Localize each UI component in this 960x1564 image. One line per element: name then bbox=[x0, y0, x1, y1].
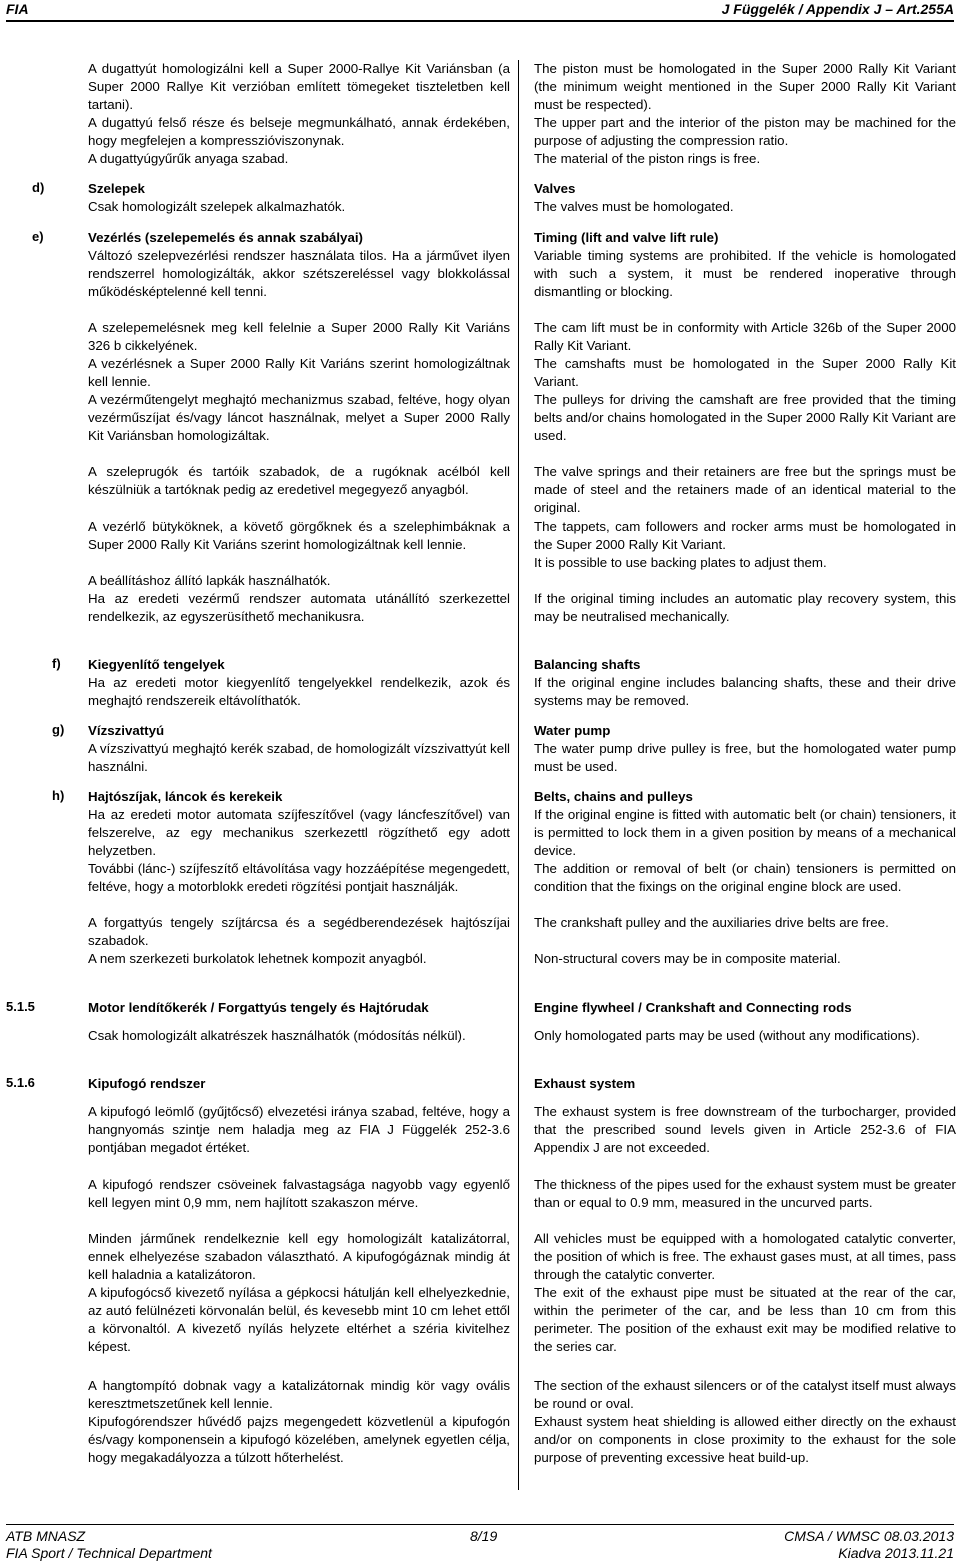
en-exhaust-4: The exit of the exhaust pipe must be situated at the rear of the car, within the perimeter of the car, and be less than 10 cm from this perimeter. The position of the exhaust exit may be modified relative to the series car. bbox=[534, 1285, 956, 1355]
en-belts-1: If the original engine is fitted with automatic belt (or chain) tensioners, it is permitted to lock them in a given position by means of a mechanical device. bbox=[534, 807, 956, 859]
en-flywheel-title: Engine flywheel / Crankshaft and Connecting rods bbox=[534, 1000, 852, 1015]
label-g: g) bbox=[52, 722, 65, 737]
en-water-title: Water pump bbox=[534, 723, 611, 738]
en-piston-1: The piston must be homologated in the Super 2000 Rally Kit Variant (the minimum weight mentioned in the Super 2000 Rally Kit Variant must be respected). bbox=[534, 61, 956, 113]
hu-exhaust-1: A kipufogó leömlő (gyűjtőcső) elvezetési iránya szabad, feltéve, hogy a hangnyomás szintje nem haladja meg az FIA J Függelék 252-3.6 pontjában megadot értéket. bbox=[88, 1104, 510, 1156]
hu-valves-1: Csak homologizált szelepek alkalmazhatók. bbox=[88, 199, 346, 214]
en-springs-1: The valve springs and their retainers are free but the springs must be made of steel and the retainers made of an identical material to the original. bbox=[534, 464, 956, 516]
hu-belts-title: Hajtószíjak, láncok és kerekeik bbox=[88, 789, 283, 804]
en-timing-2: The cam lift must be in conformity with Article 326b of the Super 2000 Rally Kit Variant. bbox=[534, 320, 956, 354]
page-footer bbox=[6, 1524, 954, 1564]
en-balance-title: Balancing shafts bbox=[534, 657, 641, 672]
hu-flywheel-title: Motor lendítőkerék / Forgattyús tengely és Hajtórudak bbox=[88, 1000, 429, 1015]
hu-springs-4: Ha az eredeti vezérmű rendszer automata utánállító szerkezettel rendelkezik, az egyszerüsíthető mechanikusra. bbox=[88, 591, 510, 625]
label-d: d) bbox=[32, 180, 45, 195]
hu-timing-1: Változó szelepvezérlési rendszer használata tilos. Ha a járművet ilyen rendszerrel homologizálták, akkor szétszereléssel vagy blokkolással működésképtelenné kell tenni. bbox=[88, 248, 510, 300]
hu-belts-2: További (lánc-) szíjfeszítő eltávolítása vagy hozzáépítése megengedett, feltéve, hogy a motorblokk eredeti rögzítési pontjait használják. bbox=[88, 861, 510, 895]
en-springs-4: If the original timing includes an automatic play recovery system, this may be neutralised mechanically. bbox=[534, 591, 956, 625]
hu-balance-1: Ha az eredeti motor kiegyenlítő tengelyekkel rendelkezik, azok és meghajtó rendszereik eltávolíthatók. bbox=[88, 675, 510, 709]
label-h: h) bbox=[52, 788, 65, 803]
hu-springs-1: A szeleprugók és tartóik szabadok, de a rugóknak acélból kell készülniük a tartóknak pedig az eredetivel megegyező anyagból. bbox=[88, 464, 510, 498]
header-right: J Függelék / Appendix J – Art.255A bbox=[721, 1, 954, 17]
en-valves-1: The valves must be homologated. bbox=[534, 199, 734, 214]
hu-timing-3: A vezérlésnek a Super 2000 Rally Kit Variáns szerint homologizáltnak kell lennie. bbox=[88, 356, 510, 390]
hu-water-1: A vízszivattyú meghajtó kerék szabad, de homologizált vízszivattyút kell használni. bbox=[88, 741, 511, 775]
footer-left-1: ATB MNASZ bbox=[6, 1528, 86, 1544]
en-timing-title: Timing (lift and valve lift rule) bbox=[534, 230, 719, 245]
hu-water-title: Vízszivattyú bbox=[88, 723, 165, 738]
hu-exhaust-4: A kipufogócső kivezető nyílása a gépkocsi hátulján kell elhelyezkednie, az autó felülnézeti körvonalán belül, és kevesebb mint 10 cm lehet ettől a körvonaltól. A kivezető nyílás helyzete eltérhet a széria kivitelhez képest. bbox=[88, 1285, 510, 1355]
footer-right-1: CMSA / WMSC 08.03.2013 bbox=[784, 1528, 954, 1544]
en-belts-3: The crankshaft pulley and the auxiliaries drive belts are free. bbox=[534, 915, 889, 930]
en-timing-4: The pulleys for driving the camshaft are free provided that the timing belts and/or chains homologated in the Super 2000 Rally Kit Variant are used. bbox=[534, 392, 956, 444]
en-balance-1: If the original engine includes balancing shafts, these and their drive systems may be removed. bbox=[534, 675, 956, 709]
en-exhaust-6: Exhaust system heat shielding is allowed either directly on the exhaust and/or on components in close proximity to the exhaust for the sole purpose of preventing excessive heat build-up. bbox=[534, 1414, 956, 1466]
en-water-1: The water pump drive pulley is free, but the homologated water pump must be used. bbox=[534, 741, 956, 775]
hu-flywheel-1: Csak homologizált alkatrészek használhatók (módosítás nélkül). bbox=[88, 1028, 466, 1043]
hu-piston-3: A dugattyúgyűrűk anyaga szabad. bbox=[88, 151, 289, 166]
hu-belts-3: A forgattyús tengely szíjtárcsa és a segédberendezések hajtószíjai szabadok. bbox=[88, 915, 510, 949]
en-timing-3: The camshafts must be homologated in the Super 2000 Rally Kit Variant. bbox=[534, 356, 956, 390]
hu-exhaust-5: A hangtompító dobnak vagy a katalizátornak mindig kör vagy ovális keresztmetszetűnek kell lennie. bbox=[88, 1378, 510, 1412]
footer-right-2: Kiadva 2013.11.21 bbox=[838, 1545, 954, 1561]
header-rule bbox=[6, 20, 954, 22]
en-exhaust-2: The thickness of the pipes used for the exhaust system must be greater than or equal to 0.9 mm, measured in the uncurved parts. bbox=[534, 1177, 956, 1211]
page-header bbox=[6, 0, 954, 22]
hu-springs-3: A beállításhoz állító lapkák használhatók. bbox=[88, 573, 331, 588]
en-belts-2: The addition or removal of belt (or chain) tensioners is permitted on condition that the fixings on the original engine block are used. bbox=[534, 861, 956, 895]
column-divider bbox=[518, 60, 519, 1490]
en-exhaust-3: All vehicles must be equipped with a homologated catalytic converter, the position of which is free. The exhaust gases must, at all times, pass through the catalytic converter. bbox=[534, 1231, 956, 1283]
hu-exhaust-title: Kipufogó rendszer bbox=[88, 1076, 206, 1091]
page-number: 8/19 bbox=[470, 1528, 498, 1544]
en-flywheel-1: Only homologated parts may be used (without any modifications). bbox=[534, 1028, 920, 1043]
hu-belts-4: A nem szerkezeti burkolatok lehetnek kompozit anyagból. bbox=[88, 951, 427, 966]
hu-piston-2: A dugattyú felső része és belseje megmunkálható, annak érdekében, hogy megfelejen a kompresszióviszonynak. bbox=[88, 115, 510, 149]
label-5-1-5: 5.1.5 bbox=[6, 999, 35, 1014]
hu-piston-1: A dugattyút homologizálni kell a Super 2000-Rallye Kit Variánsban (a Super 2000 Rallye Kit verzióban említett tömegeket tiszteletben kell tartani). bbox=[88, 61, 510, 113]
en-belts-4: Non-structural covers may be in composite material. bbox=[534, 951, 841, 966]
en-timing-1: Variable timing systems are prohibited. If the vehicle is homologated with such a system, it must be rendered inoperative through dismantling or blocking. bbox=[534, 248, 956, 300]
hu-exhaust-6: Kipufogórendszer hűvédő pajzs megengedett közvetlenül a kipufogón és/vagy komponensein a kipufogó közelében, amelynek egyetlen célja, hogy megakadályozza a túlzott hőterhelést. bbox=[88, 1414, 510, 1466]
hu-valves-title: Szelepek bbox=[88, 181, 145, 196]
hu-exhaust-2: A kipufogó rendszer csöveinek falvastagsága nagyobb vagy egyenlő kell legyen mint 0,9 mm, nem hajlított szakaszon mérve. bbox=[88, 1177, 510, 1211]
en-belts-title: Belts, chains and pulleys bbox=[534, 789, 693, 804]
en-springs-3: It is possible to use backing plates to adjust them. bbox=[534, 555, 827, 570]
label-e: e) bbox=[32, 229, 44, 244]
footer-left-2: FIA Sport / Technical Department bbox=[6, 1545, 212, 1561]
footer-rule bbox=[6, 1524, 954, 1525]
header-left: FIA bbox=[6, 1, 29, 17]
en-springs-2: The tappets, cam followers and rocker arms must be homologated in the Super 2000 Rally Kit Variant. bbox=[534, 519, 956, 553]
en-piston-2: The upper part and the interior of the piston may be machined for the purpose of adjusting the compression ratio. bbox=[534, 115, 956, 149]
en-exhaust-1: The exhaust system is free downstream of the turbocharger, provided that the prescribed sound levels given in Article 252-3.6 of FIA Appendix J are not exceeded. bbox=[534, 1104, 956, 1156]
hu-exhaust-3: Minden járműnek rendelkeznie kell egy homologizált katalizátorral, ennek elhelyezése szabadon választható. A kipufogógáznak mindig át kell haladnia a katalizátoron. bbox=[88, 1231, 510, 1283]
hu-springs-2: A vezérlő bütyköknek, a követő görgőknek és a szelephimbáknak a Super 2000 Rally Kit Variáns szerint homologizáltnak kell lennie. bbox=[88, 519, 510, 553]
hu-belts-1: Ha az eredeti motor automata szíjfeszítővel (vagy láncfeszítővel) van felszerelve, az egy mechanikus szerkezettl rögzíthető egy adott helyzetben. bbox=[88, 807, 510, 859]
label-f: f) bbox=[52, 656, 61, 671]
hu-timing-title: Vezérlés (szelepemelés és annak szabályai) bbox=[88, 230, 363, 245]
en-exhaust-5: The section of the exhaust silencers or of the catalyst itself must always be round or oval. bbox=[534, 1378, 956, 1412]
en-exhaust-title: Exhaust system bbox=[534, 1076, 636, 1091]
en-piston-3: The material of the piston rings is free. bbox=[534, 151, 761, 166]
hu-timing-2: A szelepemelésnek meg kell felelnie a Super 2000 Rally Kit Variáns 326 b cikkelyének. bbox=[88, 320, 510, 354]
hu-timing-4: A vezérműtengelyt meghajtó mechanizmus szabad, feltéve, hogy olyan vezérműszíjat és/vagy láncot használnak, melyet a Super 2000 Rally Kit Variánsban homologizáltak. bbox=[88, 392, 510, 444]
en-valves-title: Valves bbox=[534, 181, 576, 196]
label-5-1-6: 5.1.6 bbox=[6, 1075, 35, 1090]
hu-balance-title: Kiegyenlítő tengelyek bbox=[88, 657, 225, 672]
